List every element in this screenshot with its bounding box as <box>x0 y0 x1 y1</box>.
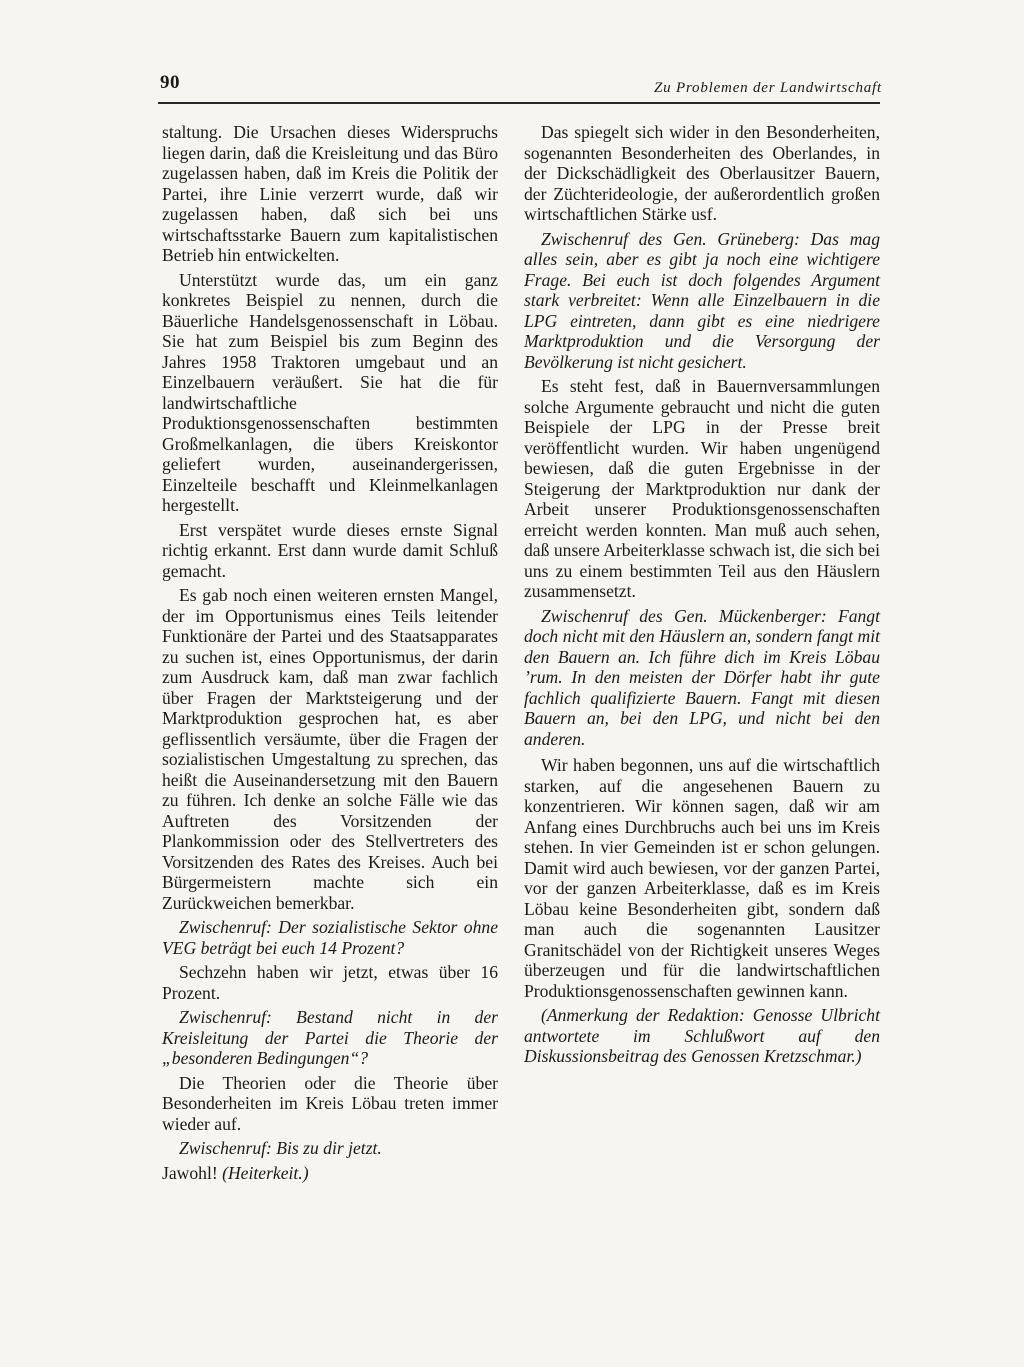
interjection: Zwischenruf des Gen. Grüneberg: Das mag alles sein, aber es gibt ja noch eine wichtigere Frage. Bei euch ist doch folgendes Argument stark verbreitet: Wenn alle Einzelbauern in die LPG eintreten, dann gibt es eine niedrigere Marktproduktion und die Versorgung der Bevölkerung ist nicht gesichert. <box>524 228 880 372</box>
reply-text: Jawohl! <box>162 1162 223 1183</box>
right-column <box>524 122 880 1071</box>
paragraph: Das spiegelt sich wider in den Besonderheiten, sogenannten Besonderheiten des Oberlandes, in der Dickschädligkeit des Oberlausitzer Bauern, der Züchterideologie, der außerordentlich großen wirtschaftlichen Stärke usf. <box>524 122 880 224</box>
interjection: Zwischenruf: Der sozialistische Sektor ohne VEG beträgt bei euch 14 Prozent? <box>162 917 498 958</box>
laughter-note: (Heiterkeit.) <box>222 1162 309 1183</box>
editorial-note: (Anmerkung der Redaktion: Genosse Ulbricht antwortete im Schlußwort auf den Diskussionsbeitrag des Genossen Kretzschmar.) <box>524 1005 880 1066</box>
interjection: Zwischenruf des Gen. Mückenberger: Fangt doch nicht mit den Häuslern an, sondern fangt mit den Bauern an. Ich führe dich im Kreis Löbau ’rum. In den meisten der Dörfer habt ihr gute fachlich qualifizierte Bauern. Fangt mit diesen Bauern an, bei den LPG, und nicht bei den anderen. <box>524 605 880 749</box>
paragraph: Es gab noch einen weiteren ernsten Mangel, der im Opportunismus eines Teils leitender Funktionäre der Partei und des Staatsapparates zu suchen ist, eines Opportunismus, der darin zum Ausdruck kam, daß man zwar fachlich über Fragen der Marktsteigerung und der Marktproduktion gesprochen hat, es aber geflissentlich versäumte, über die Fragen der sozialistischen Umgestaltung zu sprechen, das heißt die Auseinandersetzung mit den Bauern zu führen. Ich denke an solche Fälle wie das Auftreten des Vorsitzenden der Plankommission oder des Stellvertreters des Vorsitzenden des Rates des Kreises. Auch bei Bürgermeistern machte sich ein Zurückweichen bemerkbar. <box>162 585 498 913</box>
paragraph: Es steht fest, daß in Bauernversammlungen solche Argumente gebraucht und nicht die guten Beispiele der LPG in der Presse breit veröffentlicht wurden. Wir haben ungenügend bewiesen, daß die guten Ergebnisse in der Steigerung der Marktproduktion nur dank der Arbeit unserer Produktionsgenossenschaften erreicht werden konnten. Man muß auch sehen, daß unsere Arbeiterklasse schwach ist, die sich bei uns zu einem bestimmten Teil aus den Häuslern zusammensetzt. <box>524 376 880 601</box>
paragraph: Unterstützt wurde das, um ein ganz konkretes Beispiel zu nennen, durch die Bäuerliche Handelsgenossenschaft in Löbau. Sie hat zum Beispiel bis zum Beginn des Jahres 1958 Traktoren umgebaut und an Einzelbauern veräußert. Sie hat die für landwirtschaftliche Produktionsgenossenschaften bestimmten Großmelkanlagen, die übers Kreiskontor geliefert wurden, auseinandergerissen, Einzelteile beschafft und Kleinmelkanlagen hergestellt. <box>162 269 498 515</box>
paragraph: Die Theorien oder die Theorie über Besonderheiten im Kreis Löbau treten immer wieder auf. <box>162 1072 498 1134</box>
interjection: Zwischenruf: Bestand nicht in der Kreisleitung der Partei die Theorie der „besonderen Bedingungen“? <box>162 1007 498 1068</box>
paragraph <box>162 1163 498 1184</box>
paragraph: staltung. Die Ursachen dieses Widerspruchs liegen darin, daß die Kreisleitung und das Büro zugelassen haben, daß im Kreis die Politik der Partei, ihre Linie verzerrt wurde, daß wir zugelassen haben, daß sich bei uns wirtschaftsstarke Bauern zum kapitalistischen Betrieb hin entwickelten. <box>162 122 498 265</box>
left-column <box>162 122 498 1187</box>
paragraph: Wir haben begonnen, uns auf die wirtschaftlich starken, auf die angesehenen Bauern zu konzentrieren. Wir können sagen, daß wir am Anfang eines Durchbruchs auch bei uns im Kreis stehen. In vier Gemeinden ist er schon gelungen. Damit wird auch bewiesen, vor der ganzen Partei, vor der ganzen Arbeiterklasse, daß es im Kreis Löbau keine Besonderheiten gibt, sondern daß man auch die sogenannten Lausitzer Granitschädel von der Richtigkeit unseres Weges überzeugen und für die landwirtschaftlichen Produktionsgenossenschaften gewinnen kann. <box>524 755 880 1001</box>
page-number: 90 <box>160 72 180 93</box>
paragraph: Sechzehn haben wir jetzt, etwas über 16 Prozent. <box>162 962 498 1003</box>
running-head: Zu Problemen der Landwirtschaft <box>654 80 882 96</box>
header-rule <box>158 102 880 104</box>
interjection: Zwischenruf: Bis zu dir jetzt. <box>179 1138 382 1158</box>
paragraph: Erst verspätet wurde dieses ernste Signal richtig erkannt. Erst dann wurde damit Schluß gemacht. <box>162 519 498 581</box>
